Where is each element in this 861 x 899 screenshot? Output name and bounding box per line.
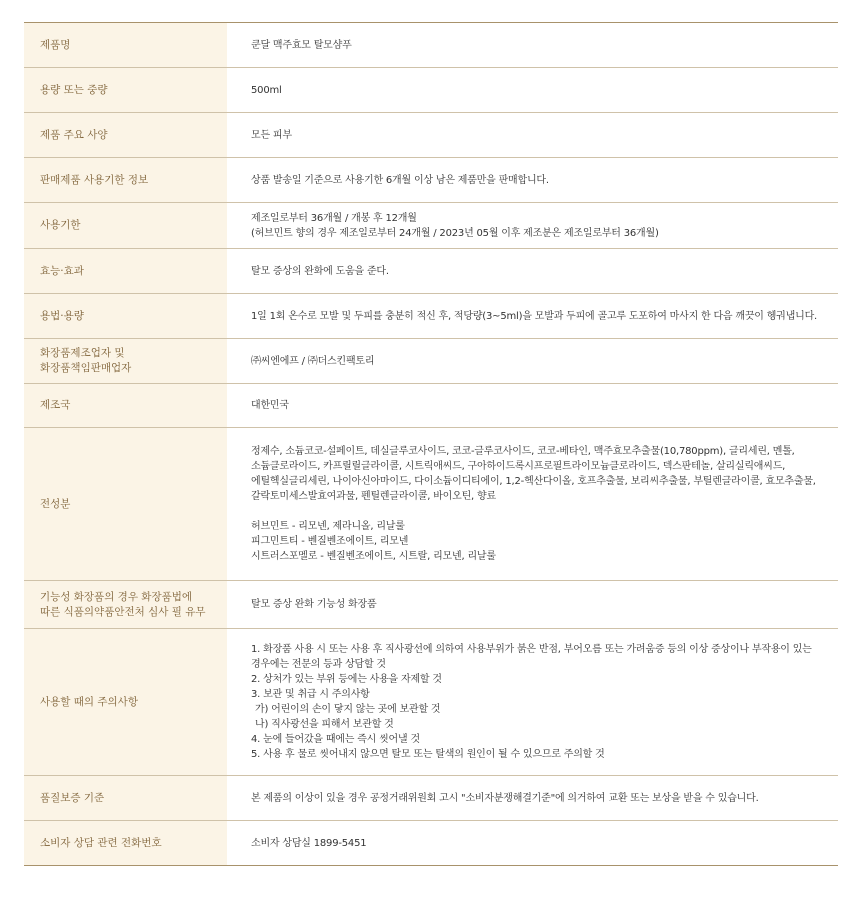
info-row [24,158,838,203]
row-label-line: 전성분 [40,497,71,510]
row-value-line: 5. 사용 후 물로 씻어내지 않으면 탈모 또는 탈색의 원인이 될 수 있으므로 주의할 것 [251,749,605,760]
row-label [24,428,227,581]
product-info-section [24,22,838,866]
row-value-line: 3. 보관 및 취급 시 주의사항 [251,689,370,700]
row-label-line: 제품명 [40,38,71,51]
row-label-line: 용법·용량 [40,309,84,322]
row-label [24,339,227,384]
row-value-line: 경우에는 전문의 등과 상담할 것 [251,659,386,670]
row-label-line: 제조국 [40,399,71,411]
row-value-line: 탈모 증상의 완화에 도움을 준다. [251,265,389,277]
info-row [24,203,838,249]
row-value [227,23,838,68]
row-value [227,776,838,821]
blank-line [251,504,824,519]
row-value-line: 소비자 상담실 1899-5451 [251,837,367,849]
row-value-line: 대한민국 [251,400,289,411]
info-row [24,428,838,581]
row-value-line: 상품 발송일 기준으로 사용기한 6개월 이상 남은 제품만을 판매합니다. [251,174,549,186]
row-value-line: ㈜씨엔에프 / ㈜더스킨팩토리 [251,355,375,367]
row-label [24,68,227,113]
row-label-line: 제품 주요 사양 [40,128,108,141]
row-label [24,384,227,428]
row-value [227,294,838,339]
info-row [24,384,838,428]
row-value [227,428,838,581]
row-value-line: 쿤달 맥주효모 탈모샴푸 [251,39,352,51]
row-value-line: 모든 피부 [251,129,292,141]
row-value-line: 시트러스포멜로 - 벤질벤조에이트, 시트랄, 리모넨, 리날룰 [251,551,496,562]
row-value-line: 갈락토미세스발효여과물, 펜틸렌글라이콜, 바이오틴, 향료 [251,491,496,502]
row-value-line: 탈모 증상 완화 기능성 화장품 [251,599,377,610]
row-value [227,249,838,294]
info-row [24,113,838,158]
row-value-line: 에틸헥실글리세린, 나이아신아마이드, 다이소듐이디티에이, 1,2-헥산다이올, 호프추출물, 보리씨추출물, 부틸렌글라이콜, 효모추출물, [251,476,816,487]
row-value-line: 정제수, 소듐코코-설페이트, 데실글루코사이드, 코코-글루코사이드, 코코-베타인, 맥주효모추출물(10,780ppm), 글리세린, 멘톨, [251,446,795,457]
row-value [227,629,838,776]
row-label-line: 기능성 화장품의 경우 화장품법에 [40,590,193,603]
row-value-line: 소듐클로라이드, 카프릴릴글라이콜, 시트릭애씨드, 구아하이드록시프로필트라이모늄클로라이드, 덱스판테놀, 살리실릭애씨드, [251,461,786,472]
row-label-line: 효능·효과 [40,264,84,277]
info-row [24,776,838,821]
row-value-line: 500ml [251,84,282,96]
row-value-line: 2. 상처가 있는 부위 등에는 사용을 자제할 것 [251,674,442,685]
info-row [24,294,838,339]
row-label-line: 판매제품 사용기한 정보 [40,173,149,186]
info-row [24,68,838,113]
info-row [24,821,838,866]
row-value-line: 제조일로부터 36개월 / 개봉 후 12개월 [251,212,417,224]
row-value-line: 가) 어린이의 손이 닿지 않는 곳에 보관할 것 [255,704,441,715]
info-row [24,339,838,384]
info-row [24,581,838,629]
row-label-line: 따른 식품의약품안전처 심사 필 유무 [40,605,206,618]
row-value-line: 피그민트티 - 벤질벤조에이트, 리모넨 [251,536,409,547]
row-value [227,203,838,249]
row-value-line: 4. 눈에 들어갔을 때에는 즉시 씻어낼 것 [251,734,420,745]
row-value [227,384,838,428]
row-label [24,821,227,866]
row-label-line: 품질보증 기준 [40,791,105,804]
info-row [24,23,838,68]
row-value-line: (허브민트 향의 경우 제조일로부터 24개월 / 2023년 05월 이후 제조분은 제조일로부터 36개월) [251,227,659,239]
row-value [227,339,838,384]
info-row [24,249,838,294]
row-label [24,113,227,158]
row-label-line: 소비자 상담 관련 전화번호 [40,836,162,849]
row-label-line: 사용기한 [40,219,81,231]
row-value-line: 1. 화장품 사용 시 또는 사용 후 직사광선에 의하여 사용부위가 붉은 반점, 부어오름 또는 가려움증 등의 이상 증상이나 부작용이 있는 [251,644,812,655]
info-row [24,629,838,776]
row-value [227,158,838,203]
row-label-line: 사용할 때의 주의사항 [40,695,138,708]
row-value-line: 허브민트 - 리모넨, 제라니올, 리날룰 [251,521,405,532]
row-label [24,629,227,776]
row-label-line: 화장품책임판매업자 [40,362,132,374]
row-value [227,581,838,629]
row-value-line: 나) 직사광선을 피해서 보관할 것 [255,719,394,730]
row-label [24,203,227,249]
row-label [24,776,227,821]
row-value [227,821,838,866]
row-value-line: 1일 1회 온수로 모발 및 두피를 충분히 적신 후, 적당량(3~5ml)을 모발과 두피에 골고루 도포하여 마사지 한 다음 깨끗이 헹궈냅니다. [251,310,818,322]
product-info-table [24,22,838,866]
row-label [24,158,227,203]
row-label [24,294,227,339]
row-label [24,23,227,68]
row-label-line: 용량 또는 중량 [40,83,108,96]
row-value [227,68,838,113]
row-label [24,249,227,294]
row-value-line: 본 제품의 이상이 있을 경우 공정거래위원회 고시 "소비자분쟁해결기준"에 의거하여 교환 또는 보상을 받을 수 있습니다. [251,792,759,804]
row-label-line: 화장품제조업자 및 [40,347,125,359]
row-label [24,581,227,629]
row-value [227,113,838,158]
